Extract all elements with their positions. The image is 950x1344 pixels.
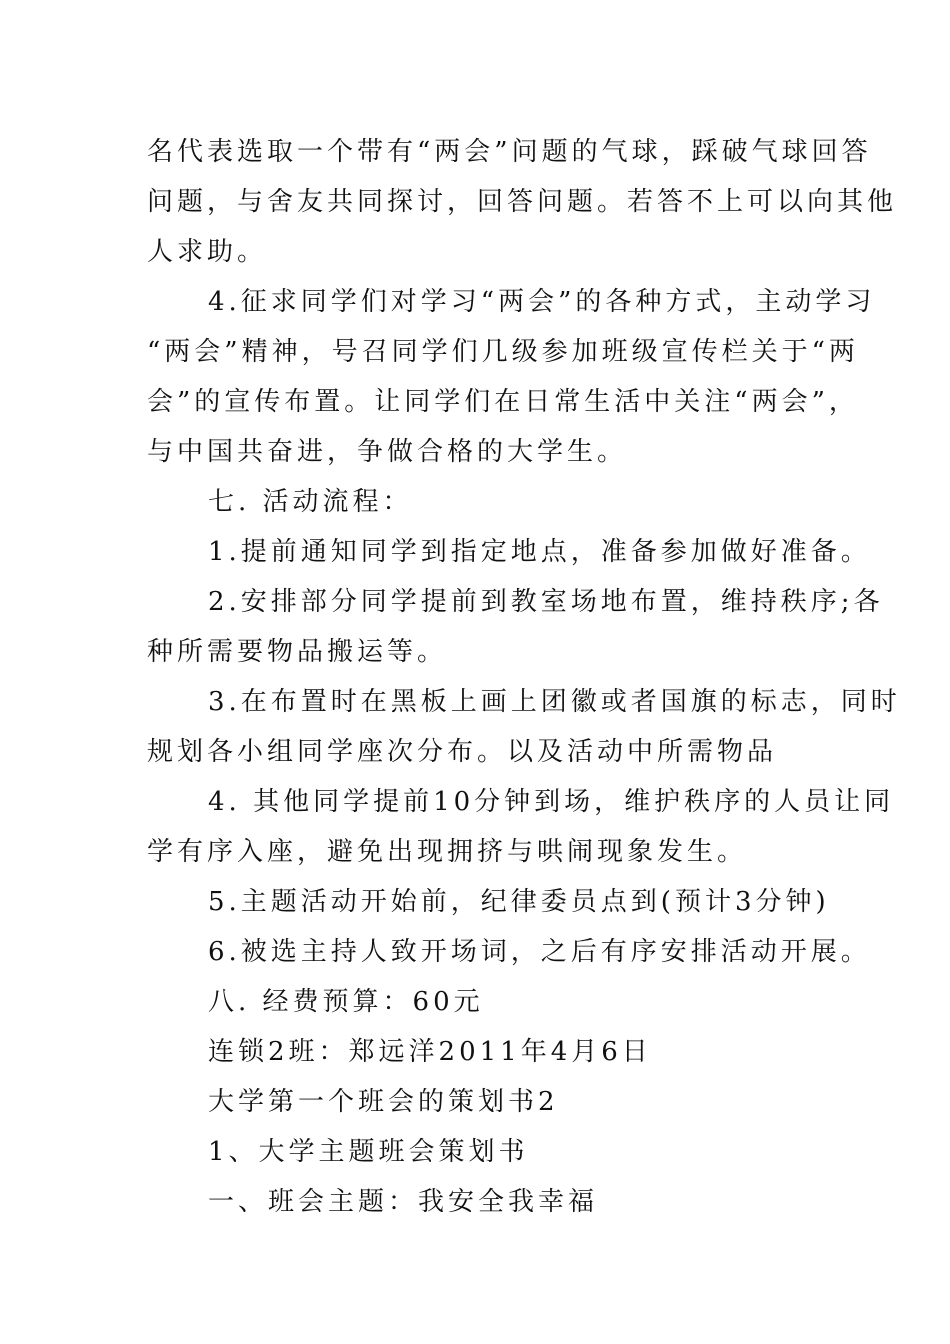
- paragraph-line: 2.安排部分同学提前到教室场地布置，维持秩序;各: [208, 587, 884, 617]
- paragraph-line: 6.被选主持人致开场词，之后有序安排活动开展。: [208, 937, 871, 967]
- paragraph-line: 1.提前通知同学到指定地点，准备参加做好准备。: [208, 537, 871, 567]
- paragraph-line: 4. 其他同学提前10分钟到场，维护秩序的人员让同: [208, 787, 895, 817]
- paragraph-line: 3.在布置时在黑板上画上团徽或者国旗的标志，同时: [208, 687, 901, 717]
- paragraph-line: 会”的宣传布置。让同学们在日常生活中关注“两会”，: [147, 387, 859, 417]
- paragraph-line: 种所需要物品搬运等。: [147, 637, 448, 667]
- paragraph-line: 人求助。: [147, 237, 268, 267]
- paragraph-line: 学有序入座，避免出现拥挤与哄闹现象发生。: [147, 837, 748, 867]
- signature-line: 连锁2班：郑远洋2011年4月6日: [208, 1037, 652, 1067]
- paragraph-line: 名代表选取一个带有“两会”问题的气球，踩破气球回答: [147, 137, 872, 167]
- paragraph-line: “两会”精神，号召同学们几级参加班级宣传栏关于“两: [147, 337, 859, 367]
- section-heading: 七. 活动流程：: [208, 487, 413, 517]
- paragraph-line: 与中国共奋进，争做合格的大学生。: [147, 437, 628, 467]
- paragraph-line: 规划各小组同学座次分布。以及活动中所需物品: [147, 737, 778, 767]
- section-heading: 八. 经费预算：60元: [208, 987, 484, 1017]
- section-heading: 一、班会主题：我安全我幸福: [208, 1187, 599, 1217]
- section-heading: 1、大学主题班会策划书: [208, 1137, 529, 1167]
- paragraph-line: 问题，与舍友共同探讨，回答问题。若答不上可以向其他: [147, 187, 898, 217]
- paragraph-line: 4.征求同学们对学习“两会”的各种方式，主动学习: [208, 287, 876, 317]
- paragraph-line: 5.主题活动开始前，纪律委员点到(预计3分钟): [208, 887, 830, 917]
- document-title: 大学第一个班会的策划书2: [208, 1087, 559, 1117]
